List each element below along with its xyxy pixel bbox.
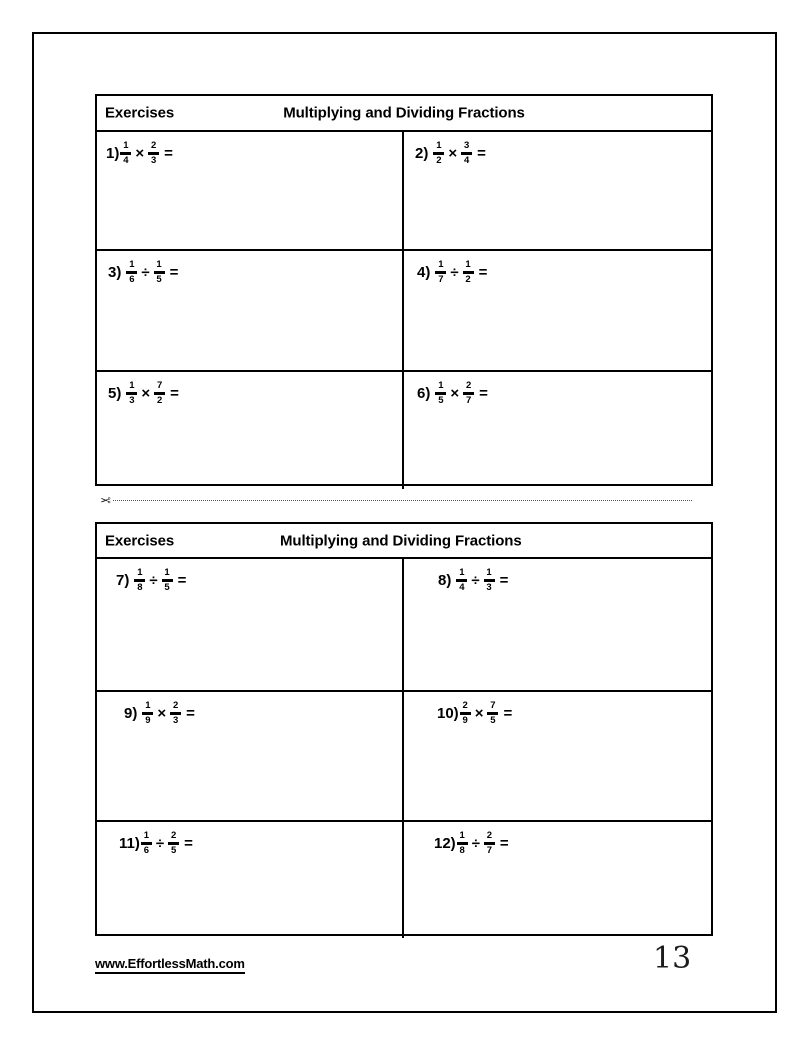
- table-header-row: [97, 96, 711, 132]
- fraction-first: [120, 141, 131, 166]
- exercise-table-top: [95, 94, 713, 486]
- fraction-second: [170, 701, 181, 726]
- problem-number: 10): [437, 704, 459, 722]
- operator: ÷: [141, 263, 150, 281]
- denominator: 3: [486, 581, 492, 593]
- denominator: 8: [459, 844, 465, 856]
- fraction-first: [126, 381, 137, 406]
- denominator: 3: [150, 154, 157, 166]
- denominator: 4: [463, 154, 470, 166]
- problem-cell-6[interactable]: [404, 372, 711, 489]
- numerator: 1: [459, 830, 465, 841]
- problem-cell-5[interactable]: [97, 372, 404, 489]
- table-row: [97, 559, 711, 692]
- equals-sign: =: [184, 834, 193, 852]
- footer-website-link[interactable]: www.EffortlessMath.com: [95, 957, 245, 974]
- exercise-table-bottom: [95, 522, 713, 936]
- numerator: 1: [123, 140, 129, 151]
- numerator: 1: [465, 259, 471, 270]
- operator: ×: [135, 144, 145, 162]
- problem-expression: [124, 701, 402, 726]
- denominator: 3: [129, 394, 135, 406]
- denominator: 4: [123, 154, 129, 166]
- fraction-first: [456, 568, 467, 593]
- page-number: 13: [653, 941, 692, 976]
- table-body: [97, 132, 711, 489]
- equals-sign: =: [478, 263, 488, 281]
- equals-sign: =: [479, 384, 488, 402]
- numerator: 7: [490, 700, 496, 711]
- problem-expression: [119, 831, 402, 856]
- denominator: 5: [170, 844, 177, 856]
- dotted-cut-rule: [113, 499, 692, 501]
- operator: ÷: [471, 571, 480, 589]
- denominator: 6: [143, 844, 149, 856]
- table-row: [97, 822, 711, 938]
- denominator: 9: [462, 714, 468, 726]
- equals-sign: =: [186, 704, 195, 722]
- fraction-second: [154, 260, 165, 285]
- numerator: 2: [486, 830, 493, 841]
- fraction-second: [461, 141, 472, 166]
- fraction-first: [460, 701, 471, 726]
- table-row: [97, 251, 711, 372]
- problem-expression: [108, 381, 402, 406]
- operator: ÷: [450, 263, 459, 281]
- operator: ×: [141, 384, 151, 402]
- fraction-second: [162, 568, 173, 593]
- problem-cell-11[interactable]: [97, 822, 404, 938]
- numerator: 1: [164, 567, 170, 578]
- numerator: 1: [129, 259, 135, 270]
- fraction-second: [463, 260, 474, 285]
- problem-cell-3[interactable]: [97, 251, 404, 370]
- operator: ÷: [471, 834, 480, 852]
- denominator: 2: [436, 154, 442, 166]
- denominator: 5: [490, 714, 496, 726]
- table-row: [97, 372, 711, 489]
- fraction-first: [457, 831, 468, 856]
- equals-sign: =: [170, 384, 179, 402]
- fraction-first: [433, 141, 444, 166]
- fraction-first: [142, 701, 153, 726]
- fraction-first: [134, 568, 145, 593]
- numerator: 2: [465, 380, 472, 391]
- exercises-label: Exercises: [105, 104, 175, 122]
- numerator: 1: [145, 700, 151, 711]
- denominator: 2: [156, 394, 163, 406]
- equals-sign: =: [177, 571, 187, 589]
- equals-sign: =: [499, 571, 509, 589]
- operator: ÷: [155, 834, 165, 852]
- denominator: 9: [145, 714, 151, 726]
- problem-number: 2): [415, 144, 429, 162]
- numerator: 1: [143, 830, 149, 841]
- fraction-second: [148, 141, 159, 166]
- denominator: 5: [156, 273, 162, 285]
- problem-cell-9[interactable]: [97, 692, 404, 820]
- fraction-first: [126, 260, 137, 285]
- numerator: 1: [129, 380, 135, 391]
- problem-number: 3): [108, 263, 122, 281]
- worksheet-title: Multiplying and Dividing Fractions: [280, 532, 522, 549]
- fraction-second: [154, 381, 165, 406]
- denominator: 2: [465, 273, 471, 285]
- scissors-icon: ✂: [100, 492, 111, 508]
- denominator: 4: [459, 581, 465, 593]
- problem-cell-8[interactable]: [404, 559, 711, 690]
- problem-number: 7): [116, 571, 130, 589]
- fraction-second: [484, 831, 495, 856]
- equals-sign: =: [164, 144, 173, 162]
- numerator: 2: [170, 830, 177, 841]
- operator: ×: [474, 704, 484, 722]
- denominator: 7: [438, 273, 444, 285]
- fraction-second: [463, 381, 474, 406]
- denominator: 5: [438, 394, 444, 406]
- numerator: 3: [463, 140, 470, 151]
- denominator: 6: [129, 273, 135, 285]
- table-header-row: [97, 524, 711, 559]
- problem-expression: [438, 568, 711, 593]
- numerator: 7: [156, 380, 163, 391]
- problem-cell-12[interactable]: [404, 822, 711, 938]
- problem-number: 5): [108, 384, 122, 402]
- problem-expression: [437, 701, 711, 726]
- fraction-second: [484, 568, 495, 593]
- problem-expression: [417, 260, 711, 285]
- equals-sign: =: [169, 263, 179, 281]
- worksheet-title: Multiplying and Dividing Fractions: [283, 104, 525, 122]
- problem-expression: [434, 831, 711, 856]
- numerator: 1: [156, 259, 162, 270]
- problem-cell-1[interactable]: [97, 132, 404, 249]
- equals-sign: =: [503, 704, 513, 722]
- operator: ÷: [149, 571, 158, 589]
- numerator: 1: [486, 567, 492, 578]
- problem-cell-10[interactable]: [404, 692, 711, 820]
- exercises-label: Exercises: [105, 532, 175, 549]
- fraction-second: [487, 701, 498, 726]
- problem-expression: [108, 260, 402, 285]
- denominator: 8: [137, 581, 143, 593]
- numerator: 1: [137, 567, 143, 578]
- fraction-first: [435, 260, 446, 285]
- equals-sign: =: [499, 834, 509, 852]
- problem-number: 8): [438, 571, 452, 589]
- numerator: 2: [150, 140, 157, 151]
- numerator: 2: [172, 700, 179, 711]
- problem-cell-4[interactable]: [404, 251, 711, 370]
- numerator: 1: [459, 567, 465, 578]
- cut-line: [100, 492, 692, 508]
- problem-expression: [106, 141, 402, 166]
- problem-expression: [417, 381, 711, 406]
- problem-number: 6): [417, 384, 431, 402]
- operator: ×: [448, 144, 458, 162]
- table-row: [97, 132, 711, 251]
- denominator: 7: [486, 844, 493, 856]
- fraction-second: [168, 831, 179, 856]
- problem-cell-7[interactable]: [97, 559, 404, 690]
- numerator: 1: [438, 380, 444, 391]
- problem-number: 11): [119, 834, 140, 852]
- fraction-first: [435, 381, 446, 406]
- problem-number: 12): [434, 834, 456, 852]
- operator: ×: [450, 384, 460, 402]
- numerator: 1: [436, 140, 442, 151]
- denominator: 7: [465, 394, 472, 406]
- problem-expression: [116, 568, 402, 593]
- table-row: [97, 692, 711, 822]
- numerator: 1: [438, 259, 444, 270]
- numerator: 2: [462, 700, 468, 711]
- problem-expression: [415, 141, 711, 166]
- denominator: 3: [172, 714, 179, 726]
- problem-number: 4): [417, 263, 431, 281]
- equals-sign: =: [477, 144, 486, 162]
- problem-cell-2[interactable]: [404, 132, 711, 249]
- table-body: [97, 559, 711, 938]
- fraction-first: [141, 831, 152, 856]
- denominator: 5: [164, 581, 170, 593]
- problem-number: 1): [106, 144, 120, 162]
- operator: ×: [157, 704, 167, 722]
- problem-number: 9): [124, 704, 138, 722]
